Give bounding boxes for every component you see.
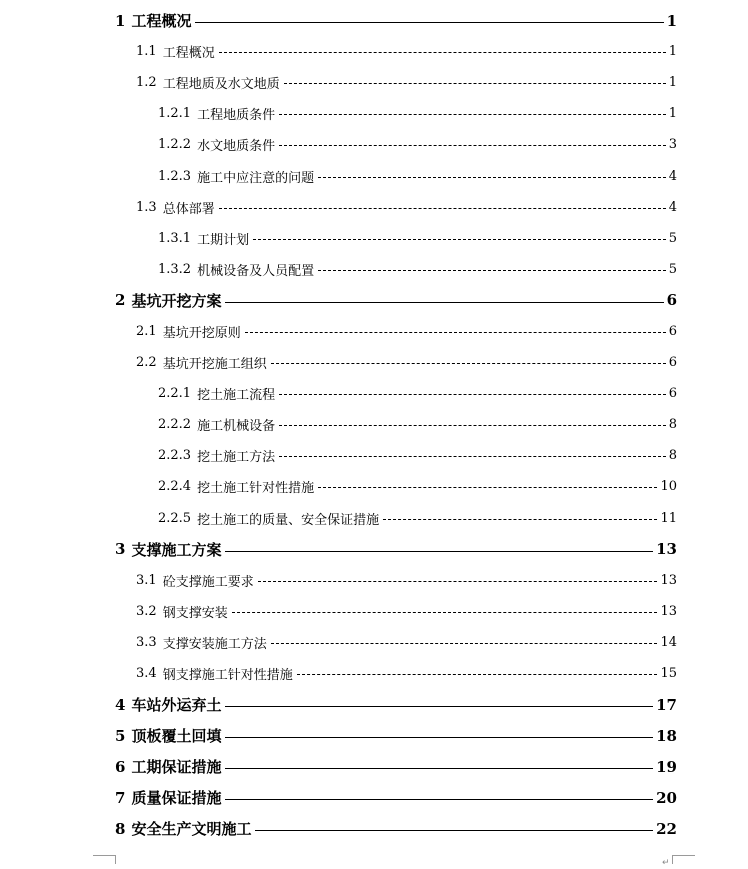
toc-entry-number: 1.3.2 <box>158 261 192 277</box>
toc-entry-page-number: 13 <box>660 603 677 619</box>
toc-entry-number: 3 <box>115 540 126 559</box>
toc-entry-title: 安全生产文明施工 <box>131 820 252 839</box>
toc-leader-line <box>318 270 666 271</box>
toc-entry-title: 水文地质条件 <box>197 139 276 155</box>
toc-entry-number: 2 <box>115 291 126 310</box>
toc-entry-level-1[interactable] <box>0 813 748 844</box>
toc-entry-page-number: 1 <box>666 11 677 30</box>
toc-entry-title: 钢支撑安装 <box>162 605 228 621</box>
toc-entry-number: 3.2 <box>136 603 157 619</box>
toc-entry-title: 车站外运弃土 <box>131 696 222 715</box>
toc-entry-title: 施工机械设备 <box>197 419 276 435</box>
toc-entry-number: 3.4 <box>136 666 157 682</box>
toc-leader-line <box>225 799 653 800</box>
toc-entry-title: 质量保证措施 <box>131 789 222 808</box>
toc-leader-line <box>318 487 657 488</box>
toc-entry-level-3[interactable] <box>0 503 748 534</box>
toc-entry-number: 2.2.1 <box>158 386 192 402</box>
page-corner-mark-right <box>672 855 695 864</box>
toc-entry-number: 2.1 <box>136 323 157 339</box>
toc-entry-level-2[interactable] <box>0 565 748 596</box>
toc-entry-page-number: 3 <box>668 137 677 153</box>
toc-entry-number: 1.3.1 <box>158 230 192 246</box>
toc-leader-line <box>219 208 666 209</box>
toc-leader-line <box>225 551 653 552</box>
toc-entry-title: 砼支撑施工要求 <box>162 574 254 590</box>
toc-entry-page-number: 8 <box>668 417 677 433</box>
toc-entry-title: 基坑开挖方案 <box>131 291 222 310</box>
toc-entry-title: 工期计划 <box>197 232 250 248</box>
toc-entry-number: 3.1 <box>136 572 157 588</box>
toc-entry-level-1[interactable] <box>0 285 748 316</box>
toc-entry-number: 2.2.5 <box>158 510 192 526</box>
toc-entry-level-2[interactable] <box>0 67 748 98</box>
toc-leader-line <box>258 581 658 582</box>
toc-entry-number: 1.2.1 <box>158 106 192 122</box>
toc-entry-page-number: 6 <box>668 386 677 402</box>
toc-leader-line <box>279 394 666 395</box>
toc-entry-title: 顶板覆土回填 <box>131 727 222 746</box>
toc-entry-number: 1 <box>115 11 126 30</box>
toc-entry-number: 7 <box>115 788 126 807</box>
toc-entry-level-2[interactable] <box>0 347 748 378</box>
toc-entry-number: 5 <box>115 726 126 745</box>
toc-leader-line <box>279 456 666 457</box>
toc-entry-level-1[interactable] <box>0 782 748 813</box>
toc-entry-title: 钢支撑施工针对性措施 <box>162 668 293 684</box>
toc-entry-title: 支撑安装施工方法 <box>162 636 267 652</box>
toc-entry-level-2[interactable] <box>0 316 748 347</box>
toc-entry-number: 2.2.3 <box>158 448 192 464</box>
toc-entry-page-number: 10 <box>660 479 677 495</box>
toc-entry-level-3[interactable] <box>0 409 748 440</box>
toc-entry-title: 工程地质及水文地质 <box>162 77 280 93</box>
toc-entry-title: 基坑开挖原则 <box>162 325 241 341</box>
toc-entry-title: 机械设备及人员配置 <box>197 263 315 279</box>
toc-entry-level-2[interactable] <box>0 658 748 689</box>
toc-leader-line <box>225 302 663 303</box>
toc-entry-page-number: 1 <box>668 44 677 60</box>
toc-entry-page-number: 13 <box>656 540 677 559</box>
page-corner-mark-left <box>93 855 116 864</box>
toc-leader-line <box>271 643 658 644</box>
toc-entry-title: 挖土施工针对性措施 <box>197 481 315 497</box>
toc-entry-page-number: 20 <box>656 788 677 807</box>
toc-leader-line <box>279 145 666 146</box>
toc-leader-line <box>297 674 658 675</box>
toc-entry-page-number: 22 <box>656 819 677 838</box>
toc-entry-title: 工程概况 <box>131 12 192 31</box>
toc-leader-line <box>225 737 653 738</box>
paragraph-mark-icon: ↵ <box>662 858 670 868</box>
toc-entry-title: 挖土施工方法 <box>197 450 276 466</box>
toc-entry-page-number: 17 <box>656 695 677 714</box>
toc-entry-title: 工期保证措施 <box>131 758 222 777</box>
toc-entry-page-number: 19 <box>656 757 677 776</box>
toc-entry-page-number: 1 <box>668 75 677 91</box>
toc-entry-page-number: 1 <box>668 106 677 122</box>
toc-entry-level-2[interactable] <box>0 192 748 223</box>
toc-entry-number: 3.3 <box>136 634 157 650</box>
toc-entry-number: 1.2.2 <box>158 137 192 153</box>
toc-entry-number: 1.1 <box>136 44 157 60</box>
toc-leader-line <box>232 612 658 613</box>
toc-entry-level-3[interactable] <box>0 98 748 129</box>
toc-entry-title: 工程概况 <box>162 46 215 62</box>
toc-entry-page-number: 15 <box>660 666 677 682</box>
toc-entry-level-3[interactable] <box>0 471 748 502</box>
toc-entry-level-1[interactable] <box>0 720 748 751</box>
toc-entry-level-2[interactable] <box>0 627 748 658</box>
toc-entry-page-number: 6 <box>668 323 677 339</box>
toc-entry-number: 4 <box>115 695 126 714</box>
toc-entry-level-1[interactable] <box>0 751 748 782</box>
toc-entry-level-3[interactable] <box>0 129 748 160</box>
table-of-contents <box>0 5 748 845</box>
toc-entry-level-1[interactable] <box>0 534 748 565</box>
toc-entry-page-number: 4 <box>668 199 677 215</box>
toc-entry-page-number: 6 <box>666 291 677 310</box>
toc-entry-number: 1.2 <box>136 75 157 91</box>
toc-entry-page-number: 5 <box>668 230 677 246</box>
toc-entry-title: 挖土施工流程 <box>197 388 276 404</box>
toc-leader-line <box>284 83 666 84</box>
toc-leader-line <box>383 519 657 520</box>
toc-entry-level-1[interactable] <box>0 5 748 36</box>
toc-leader-line <box>225 706 653 707</box>
toc-entry-level-3[interactable] <box>0 254 748 285</box>
toc-leader-line <box>245 332 666 333</box>
toc-entry-page-number: 18 <box>656 726 677 745</box>
toc-entry-page-number: 14 <box>660 634 677 650</box>
toc-leader-line <box>271 363 666 364</box>
toc-entry-number: 1.3 <box>136 199 157 215</box>
toc-leader-line <box>255 830 653 831</box>
toc-leader-line <box>225 768 653 769</box>
toc-entry-title: 施工中应注意的问题 <box>197 170 315 186</box>
toc-leader-line <box>195 22 663 23</box>
toc-entry-number: 2.2 <box>136 355 157 371</box>
toc-entry-level-3[interactable] <box>0 223 748 254</box>
toc-entry-title: 挖土施工的质量、安全保证措施 <box>197 512 380 528</box>
toc-leader-line <box>279 114 666 115</box>
toc-entry-level-1[interactable] <box>0 689 748 720</box>
toc-leader-line <box>279 425 666 426</box>
toc-entry-number: 2.2.4 <box>158 479 192 495</box>
toc-entry-number: 1.2.3 <box>158 168 192 184</box>
toc-entry-level-2[interactable] <box>0 596 748 627</box>
toc-entry-title: 工程地质条件 <box>197 108 276 124</box>
toc-entry-number: 8 <box>115 819 126 838</box>
toc-entry-title: 总体部署 <box>162 201 215 217</box>
toc-entry-page-number: 8 <box>668 448 677 464</box>
toc-entry-page-number: 11 <box>660 510 677 526</box>
toc-entry-page-number: 13 <box>660 572 677 588</box>
toc-entry-number: 6 <box>115 757 126 776</box>
toc-entry-page-number: 6 <box>668 355 677 371</box>
toc-entry-level-2[interactable] <box>0 36 748 67</box>
toc-entry-title: 支撑施工方案 <box>131 540 222 559</box>
toc-leader-line <box>219 52 666 53</box>
toc-entry-level-3[interactable] <box>0 160 748 191</box>
toc-entry-level-3[interactable] <box>0 378 748 409</box>
toc-entry-page-number: 4 <box>668 168 677 184</box>
toc-leader-line <box>318 177 666 178</box>
toc-entry-level-3[interactable] <box>0 440 748 471</box>
toc-leader-line <box>253 239 666 240</box>
toc-entry-title: 基坑开挖施工组织 <box>162 357 267 373</box>
toc-entry-number: 2.2.2 <box>158 417 192 433</box>
toc-entry-page-number: 5 <box>668 261 677 277</box>
